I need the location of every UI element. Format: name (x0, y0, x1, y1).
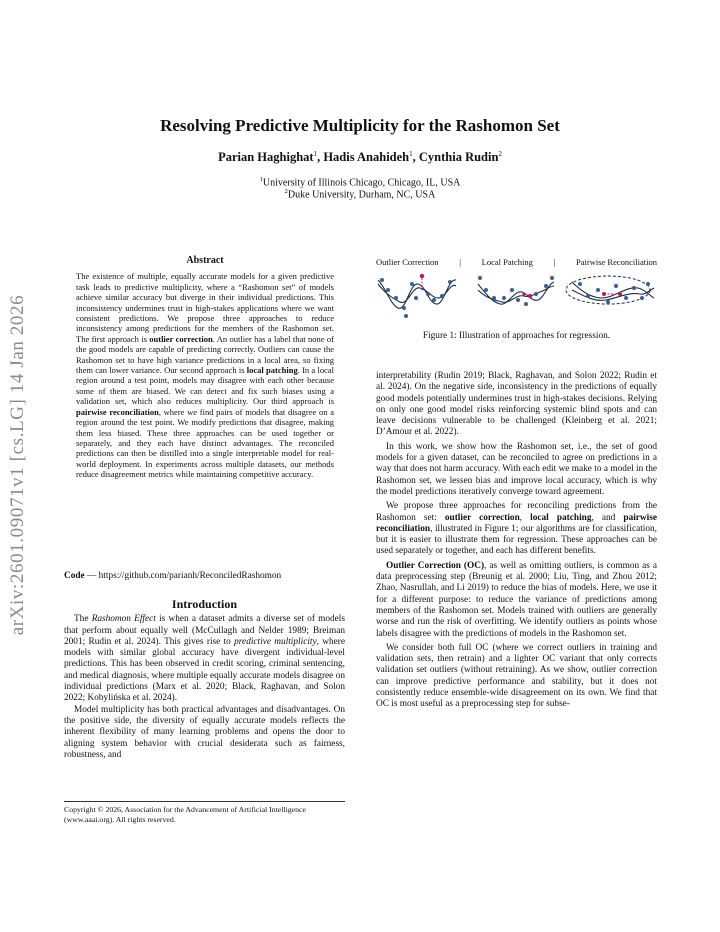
author-name: Parian Haghighat (218, 150, 314, 165)
text-run: . An outlier has a label that none of the good models are capable of predicting correctly. Outliers can cause the Rashomon set to have high variance predictions in a local area, so fixing them can lower variance. Our second approach is (76, 333, 334, 376)
text-run: . In a local region around a test point, models may disagree with each other because some of them are biased. We can detect and fix such biases using a validation set, which also reduces multiplicity. Our third approach is (76, 365, 334, 407)
paragraph: interpretability (Rudin 2019; Black, Raghavan, and Solon 2022; Rudin et al. 2024). On the negative side, inconsistency in the predictions of equally good models potentially undermines trust in high-stakes decisions. Relying on only one good model risks reinforcing systemic blind spots and can leave decisions vulnerable to be challenged (Kleinberg et al. 2021; D’Amour et al. 2022). (376, 371, 657, 438)
code-line (64, 571, 345, 581)
code-sep: — (84, 571, 99, 581)
panel-separator: | (459, 257, 461, 267)
bold-run: pairwise reconciliation (376, 512, 657, 534)
paragraph: In this work, we show how the Rashomon set, i.e., the set of good models for a given dataset, can be reconciled to agree on predictions in a way that does not harm accuracy. With each edit we make to a model in the Rashomon set, we lessen bias and improve local accuracy, which is why the model predictions iteratively converge toward agreement. (376, 441, 657, 497)
abstract-section (76, 256, 334, 480)
text-run: is when a dataset admits a diverse set of models that perform about equally well (McCullagh and Nelder 1989; Breiman 2001; Rudin et al. 2024). This gives rise to (64, 614, 345, 647)
author-sup: 2 (498, 150, 502, 158)
paragraph (376, 501, 657, 557)
text-run: , illustrated in Figure 1; our algorithms are for classification, but it is easier to illustrate them for regression. These approaches can be used separately or together, and each has different benefits. (376, 523, 657, 557)
author-sup: 1 (409, 150, 413, 158)
bold-run: Outlier Correction (OC) (386, 560, 485, 571)
pairwise-reconciliation-panel (566, 276, 654, 304)
arxiv-identifier: arXiv:2601.09071v1 [cs.LG] 14 Jan 2026 (7, 294, 28, 636)
abstract-body (76, 271, 334, 479)
text-run: , as well as omitting outliers, is common as a data preprocessing step (Breunig et al. 2000; Liu, Ting, and Zhou 2012; Zhao, Nasrullah, and Li 2019) to reduce the bias of models. Here, we use it for a different purpose: to reduce the variance of predictions among members of the Rashomon set. Models trained with outliers are generally worse and run the risk of overfitting. We identify outliers as points whose labels disagree with the predictions of models in the Rashomon set. (376, 560, 658, 639)
figure-caption: Figure 1: Illustration of approaches for regression. (422, 331, 611, 341)
figure-illustration (376, 268, 657, 320)
copyright-notice: Copyright © 2026, Association for the Advancement of Artificial Intelligence (www.aaai.org). All rights reserved. (64, 801, 345, 824)
author-name: Cynthia Rudin (418, 150, 499, 165)
affiliation-sup: 1 (259, 176, 263, 183)
panel-label: Local Patching (481, 257, 533, 267)
bold-run: local patching (246, 365, 298, 376)
text-run: , and (591, 512, 624, 523)
text-run: , (519, 512, 531, 523)
text-run: , where we find pairs of models that disagree on a region around the test point. We modify predictions that disagree, making them less biased. These three approaches can be used together or separately, and they each have distinct advantages. The reconciled predictions can then be distilled into a single interpretable model for real-world deployment. In experiments across multiple datasets, our methods reduce disagreement metrics while maintaining competitive accuracy. (76, 406, 334, 480)
section-heading: Introduction (171, 597, 238, 611)
code-label: Code (64, 571, 85, 581)
author-name: Hadis Anahideh (323, 150, 410, 165)
bold-run: outlier correction (444, 512, 520, 523)
affiliation-sup: 2 (284, 188, 288, 195)
text-run: , where models with similar global accuracy have divergent individual-level predictions. This has been observed in credit scoring, criminal sentencing, and medical diagnosis, where multiple equally accurate models disagree on individual predictions (Marx et al. 2020; Black, Raghavan, and Solon 2022; Kobylińska et al. 2024). (64, 636, 345, 704)
panel-label: Pairwise Reconciliation (576, 257, 657, 267)
affiliation (0, 186, 720, 201)
figure-panel-labels (376, 257, 657, 267)
panel-separator: | (553, 257, 556, 267)
abstract-heading: Abstract (186, 255, 224, 266)
bold-run: local patching (530, 512, 592, 523)
italic-run: predictive multiplicity (234, 636, 317, 647)
paragraph: Model multiplicity has both practical advantages and disadvantages. On the positive side, the diversity of equally accurate models reflects the inherent flexibility of many learning problems and opens the door to aligning system behavior with crucial desiderata such as fairness, robustness, and (64, 704, 345, 760)
local-patching-panel (478, 276, 554, 306)
text-run: We propose three approaches for reconciling predictions from the Rashomon set: (376, 501, 657, 523)
affiliation-text: University of Illinois Chicago, Chicago, IL, USA (262, 177, 461, 189)
affiliation-text: Duke University, Durham, NC, USA (287, 189, 436, 201)
introduction-section (64, 599, 345, 761)
paragraph: We consider both full OC (where we correct outliers in training and validation sets, then retrain) and a lighter OC variant that only corrects validation set outliers (without retraining). As we show, outlier correction can improve predictive performance and stability, but it does not consistently reduce ensemble-wide disagreement on its own. We find that OC is most useful as a preprocessing step for subse- (376, 642, 657, 710)
italic-run: Rashomon Effect (91, 614, 156, 625)
text-run: The existence of multiple, equally accurate models for a given predictive task leads to predictive multiplicity, where a “Rashomon set” of models achieve similar accuracy but diverge in their individual predictions. This inconsistency undermines trust in high-stakes applications where we want consistent predictions. We propose three approaches to reduce inconsistency among predictions for the members of the Rashomon set. The first approach is (76, 271, 334, 344)
right-column-body (376, 371, 657, 711)
paper-title: Resolving Predictive Multiplicity for the Rashomon Set (160, 116, 560, 135)
bold-run: outlier correction (149, 333, 213, 344)
text-run: The (74, 614, 92, 625)
bold-run: pairwise reconciliation (76, 406, 159, 417)
author-sup: 1 (313, 150, 318, 158)
code-url-link[interactable]: https://github.com/parianh/ReconciledRashomon (98, 571, 282, 581)
paragraph (64, 614, 345, 704)
paragraph (376, 561, 657, 640)
panel-label: Outlier Correction (376, 257, 439, 267)
author-list: Parian Haghighat$^1$, Hadis Anahideh$^1$, Cynthia Rudin$^2$ (218, 150, 502, 165)
outlier-correction-panel (378, 274, 456, 318)
